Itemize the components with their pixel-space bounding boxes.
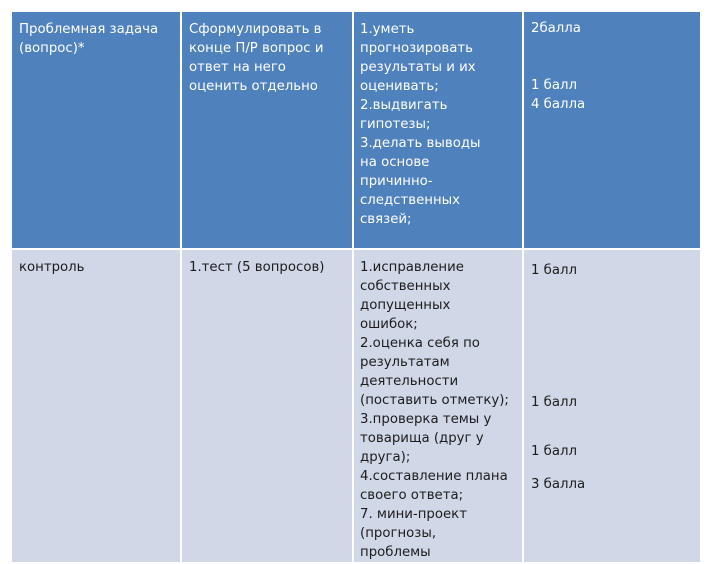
activity-line: 3.проверка темы у — [360, 412, 492, 427]
activity-line: результатам — [360, 355, 450, 370]
activity-line: ошибок; — [360, 317, 418, 332]
points-value: 1 балл — [531, 395, 578, 410]
activity-line: проблемы — [360, 545, 431, 560]
points-value: 1 балл — [531, 444, 578, 459]
points-value: 3 балла — [531, 477, 586, 492]
activity-line: деятельности — [360, 374, 459, 389]
skill-line: связей; — [360, 212, 412, 227]
skill-line: 3.делать выводы — [360, 136, 481, 151]
test-cell — [181, 249, 353, 563]
problem-task-label: Проблемная задача (вопрос)* — [19, 22, 159, 56]
skill-line: следственных — [360, 193, 461, 208]
activity-line: 7. мини-проект — [360, 507, 467, 522]
skill-line: причинно- — [360, 174, 433, 189]
activity-line: (прогнозы, — [360, 526, 437, 541]
points-cell — [523, 11, 701, 249]
activity-line: допущенных — [360, 298, 451, 313]
skill-line: оценивать; — [360, 79, 439, 94]
activity-line: 4.составление плана — [360, 469, 508, 484]
points-value: 4 балла — [531, 97, 586, 112]
activity-line: товарища (друг у — [360, 431, 484, 446]
skill-line: результаты и их — [360, 60, 476, 75]
points-value: 1 балл — [531, 263, 578, 278]
skill-line: 2.выдвигать — [360, 98, 448, 113]
formulate-question-cell — [181, 11, 353, 249]
activity-line: (поставить отметку); — [360, 393, 509, 408]
activity-line: своего ответа; — [360, 488, 464, 503]
activity-line: собственных — [360, 279, 451, 294]
activity-line: 1.исправление — [360, 260, 464, 275]
control-points-cell — [523, 249, 701, 563]
skills-cell — [353, 11, 523, 249]
points-value: 1 балл — [531, 78, 578, 93]
test-text: 1.тест (5 вопросов) — [189, 260, 325, 275]
activity-line: друга); — [360, 450, 411, 465]
skill-line: прогнозировать — [360, 41, 473, 56]
skill-line: гипотезы; — [360, 117, 431, 132]
skill-line: на основе — [360, 155, 430, 170]
header-row — [11, 11, 701, 249]
activity-line: 2.оценка себя по — [360, 336, 480, 351]
skill-line: 1.уметь — [360, 22, 415, 37]
control-row — [11, 249, 701, 563]
control-label: контроль — [19, 260, 85, 275]
control-label-cell — [11, 249, 181, 563]
points-value: 2балла — [531, 21, 581, 36]
control-activities-cell — [353, 249, 523, 563]
lesson-assessment-table — [10, 10, 702, 564]
problem-task-cell — [11, 11, 181, 249]
formulate-question-text: Сформулировать в конце П/Р вопрос и ответ на него оценить отдельно — [189, 22, 324, 94]
